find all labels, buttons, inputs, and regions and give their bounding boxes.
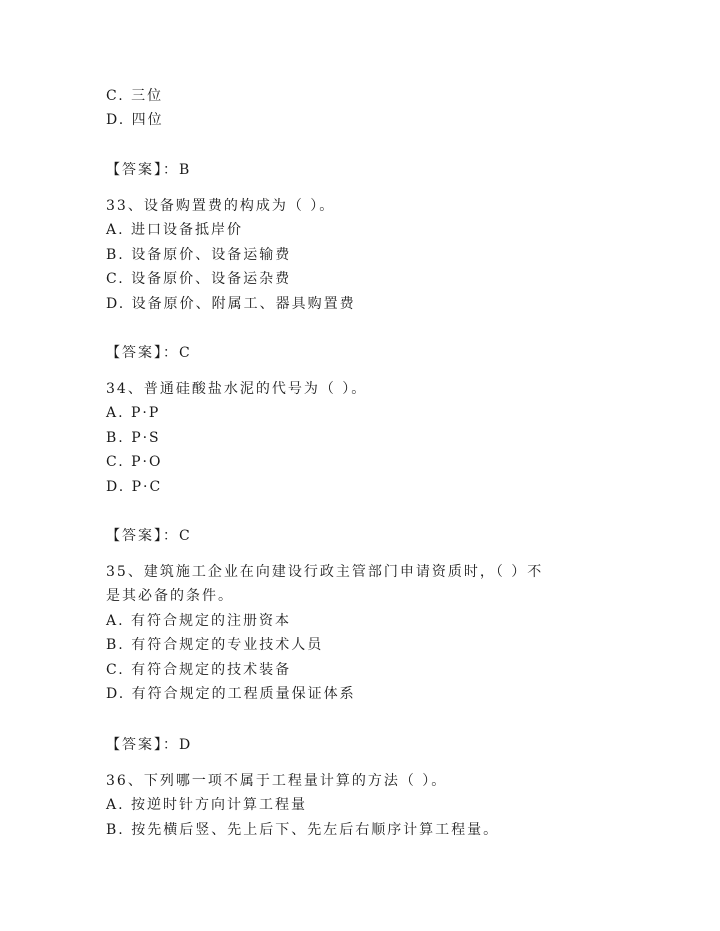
option-b: B. 按先横后竖、先上后下、先左后右顺序计算工程量。 xyxy=(106,822,500,838)
option-d: D. 有符合规定的工程质量保证体系 xyxy=(106,686,356,702)
option-d: D. P·C xyxy=(106,479,163,495)
option-a: A. P·P xyxy=(106,405,161,421)
question-35: 35、建筑施工企业在向建设行政主管部门申请资质时，（ ）不 xyxy=(106,564,544,580)
answer-line: 【答案】：B xyxy=(106,162,192,178)
question-35-continued: 是其必备的条件。 xyxy=(106,588,234,604)
option-b: B. P·S xyxy=(106,430,161,446)
option-a: A. 有符合规定的注册资本 xyxy=(106,613,292,629)
answer-line: 【答案】：C xyxy=(106,528,192,544)
option-c: C. 有符合规定的技术装备 xyxy=(106,662,292,678)
option-a: A. 进口设备抵岸价 xyxy=(106,222,244,238)
option-a: A. 按逆时针方向计算工程量 xyxy=(106,797,308,813)
option-d: D. 设备原价、附属工、器具购置费 xyxy=(106,296,356,312)
answer-line: 【答案】：C xyxy=(106,345,192,361)
option-c: C. P·O xyxy=(106,454,163,470)
option-c: C. 设备原价、设备运杂费 xyxy=(106,271,292,287)
option-d: D. 四位 xyxy=(106,112,164,128)
question-33: 33、设备购置费的构成为（ ）。 xyxy=(106,198,336,214)
option-b: B. 设备原价、设备运输费 xyxy=(106,247,292,263)
question-36: 36、下列哪一项不属于工程量计算的方法（ ）。 xyxy=(106,773,448,789)
option-b: B. 有符合规定的专业技术人员 xyxy=(106,637,324,653)
question-34: 34、普通硅酸盐水泥的代号为（ ）。 xyxy=(106,381,368,397)
option-c: C. 三位 xyxy=(106,88,164,104)
answer-line: 【答案】：D xyxy=(106,737,193,753)
